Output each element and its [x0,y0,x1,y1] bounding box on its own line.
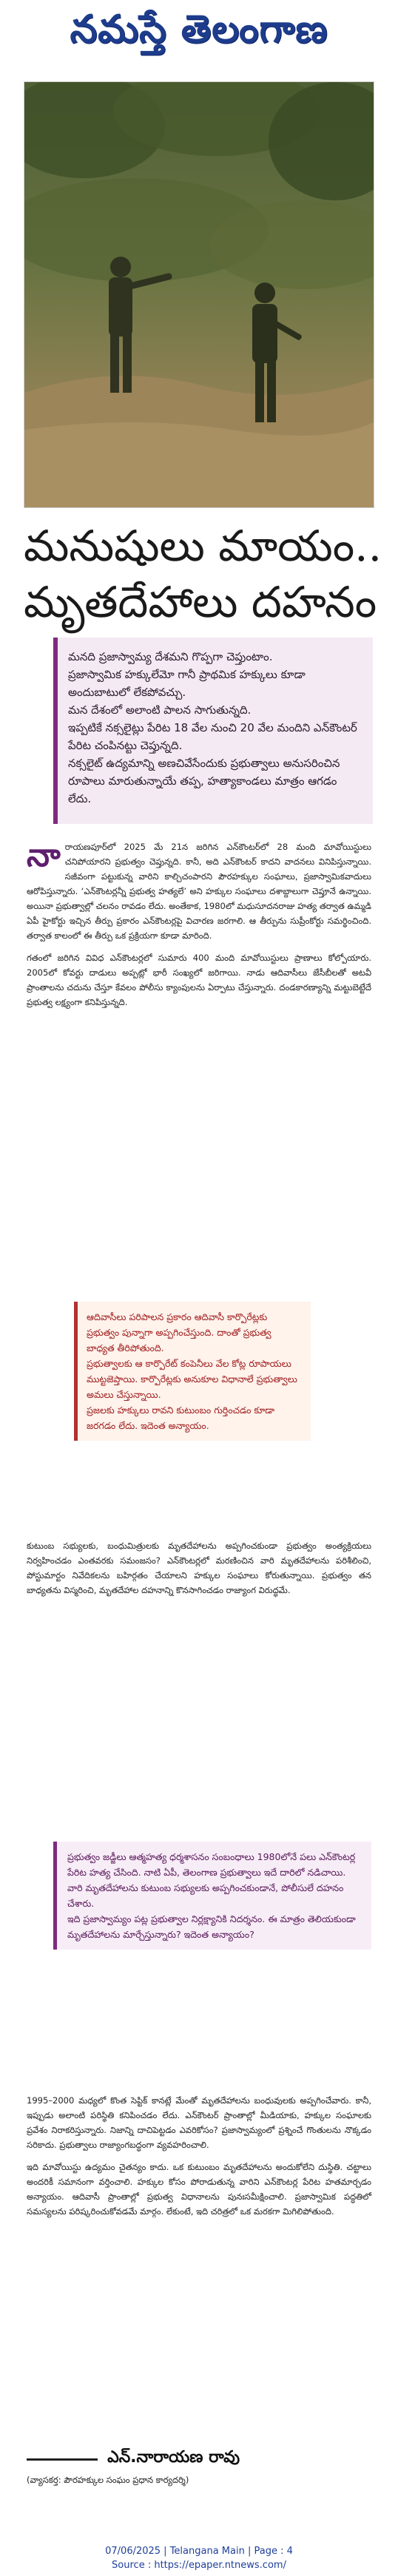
article-body-section-3 [27,2093,371,2226]
pull-quote-line: ఇది ప్రజాస్వామ్యం పట్ల ప్రభుత్వాల నిర్లక్ష్యానికి నిదర్శనం. ఈ మాత్రం తెలియకుండా మృతదేహాలను మార్చేస్తున్నారు? ఇదెంత అన్యాయం? [67,1913,356,1940]
headline-line-2: మృతదేహాలు దహనం [24,577,377,627]
body-paragraph: కుటుంబ సభ్యులకు, బంధుమిత్రులకు మృతదేహాలను అప్పగించకుండా ప్రభుత్వం అంత్యక్రియలు నిర్వహించడం ఎంతవరకు సమంజసం? ఎన్‌కౌంటర్లలో మరణించిన వారి మృతదేహాలను పరిశీలించి, పోస్టుమార్టం నివేదికలను బహిర్గతం చేయాలని హక్కుల సంఘాలు కోరుతున్నాయి. ప్రభుత్వం తన బాధ్యతను విస్మరించి, మృతదేహాల దహనాన్ని కొనసాగించడం రాజ్యాంగ విరుద్ధమే. [27,1541,371,1595]
pull-quote-1 [74,1302,311,1441]
article-photo [24,81,374,508]
headline-line-1: మనుషులు మాయం.. [24,521,382,571]
author-name: ఎన్.నారాయణ రావు [107,2448,240,2467]
deck-line: మనది ప్రజాస్వామ్య దేశమని గొప్పగా చెప్తుంటాం. [68,650,273,663]
deck-line: ప్రజాస్వామిక హక్కులేమో గానీ ప్రాథమిక హక్కులు కూడా అందుబాటులో లేకపోవచ్చు. [68,668,306,699]
masthead [0,0,398,68]
deck-summary [53,638,373,824]
author-role: (వ్యాసకర్త: పౌరహక్కుల సంఘం ప్రధాన కార్యదర్శి) [27,2475,189,2485]
deck-line: ఇప్పటికే నక్సలైట్లు పేరిట 18 వేల నుంచి 20 వేల మందిని ఎన్‌కౌంటర్ పేరిట చంపినట్టు చెప్తున్నది. [68,721,357,752]
article-body-section-1 [27,836,371,1017]
article-body-section-2 [27,1538,371,1605]
author-signature [27,2448,371,2487]
pull-quote-line: ప్రభుత్వం జడ్జీలు ఆత్మహత్య ధర్మశాసనం సంబంధాలు 1980లోనే పలు ఎన్‌కౌంటర్ల పేరిట హత్య చేసింది. నాటి ఏపీ, తెలంగాణ ప్రభుత్వాలు ఇదే దారిలో నడిచాయి. వారి మృతదేహాలను కుటుంబ సభ్యులకు అప్పగించకుండానే, పోలీసులే దహనం చేశారు. [67,1851,356,1909]
pull-quote-2 [53,1842,371,1950]
pull-quote-line: ఆదివాసీలు పరిపాలన ప్రకారం ఆదివాసీ కార్పొరేట్లకు ప్రభుత్వం పున్నాగా అప్పగించేస్తుంది. దాంతో ప్రభుత్వ బాధ్యత తీరిపోతుంది. [87,1311,271,1353]
footer-date-line: 07/06/2025 | Telangana Main | Page : 4 [105,2546,293,2557]
headline [24,518,382,630]
body-paragraph: నా రాయణపూర్‌లో 2025 మే 21న జరిగిన ఎన్‌కౌంటర్‌లో 28 మంది మావోయిస్టులు చనిపోయారని ప్రభుత్వం చెప్తున్నది. కానీ, అది ఎన్‌కౌంటర్ కాదని వాదనలు వినిపిస్తున్నాయి. సజీవంగా పట్టుకున్న వారిని కాల్చిచంపారని పౌరహక్కుల సంఘాలు, ప్రజాస్వామికవాదులు ఆరోపిస్తున్నారు. ‘ఎన్‌కౌంటర్లన్నీ ప్రభుత్వ హత్యలే’ అని హక్కుల సంఘాలు దశాబ్దాలుగా చెప్తూనే ఉన్నాయి. అయినా ప్రభుత్వాల్లో చలనం రావడం లేదు. అంతేకాక, 1980లో మధుసూదనరాజు హత్య తర్వాత ఉమ్మడి ఏపీ హైకోర్టు ఇచ్చిన తీర్పు ప్రకారం ఎన్‌కౌంటర్లపై విచారణ జరగాలి. ఆ తీర్పును సుప్రీంకోర్టు సమర్థించింది. తర్వాత కాలంలో ఈ తీర్పు ఒక ప్రక్రియగా కూడా మారింది. [27,836,371,941]
newspaper-name: నమస్తే తెలంగాణ [70,7,328,52]
footer-source-link[interactable]: Source : https://epaper.ntnews.com/ [112,2560,286,2571]
body-paragraph: 1995–2000 మధ్యలో కొంత సెప్టిక్ కానట్లే మేంతో మృతదేహాలను బంధువులకు అప్పగించేవారు. కానీ, ఇప్పుడు అలాంటి పరిస్థితి కనిపించడం లేదు. ఎన్‌కౌంటర్ ప్రాంతాల్లో మీడియాకు, హక్కుల సంఘాలకు ప్రవేశం నిరాకరిస్తున్నారు. నిజాన్ని దాచిపెట్టడం ఎవరికోసం? ప్రజాస్వామ్యంలో ప్రశ్నించే గొంతులను నొక్కడం సరికాదు. ప్రభుత్వాలు రాజ్యాంగబద్ధంగా వ్యవహరించాలి. [27,2095,371,2150]
deck-line: మన దేశంలో అలాంటి పాలన సాగుతున్నది. [68,703,252,717]
forest-soldiers-illustration [24,82,374,507]
pull-quote-line: ప్రభుత్వాలకు ఆ కార్పొరేట్ కంపెనీలు వేల కోట్ల రూపాయలు ముట్టజెప్తాయి. కార్పొరేట్లకు అనుకూల విధానాలే ప్రభుత్వాలు అమలు చేస్తున్నాయి. [87,1358,297,1400]
page-footer [0,2544,398,2572]
body-paragraph: గతంలో జరిగిన వివిధ ఎన్‌కౌంటర్లలో సుమారు 400 మంది మావోయిస్టులు ప్రాణాలు కోల్పోయారు. 2005లో కోవర్టు దాడులు అప్పట్లో భారీ సంఖ్యలో జరిగాయి. నాడు ఆదివాసీలు జేసీబీలతో అటవీ ప్రాంతాలను చదును చేస్తూ కేవలం పోలీసు క్యాంపులను ఏర్పాటు చేస్తున్నారు. దండకారణ్యాన్ని మట్టుబెట్టేదే ప్రభుత్వ లక్ష్యంగా కనిపిస్తున్నది. [27,953,371,1007]
deck-line: నక్సలైట్ ఉద్యమాన్ని అణచివేసేందుకు ప్రభుత్వాలు అనుసరించిన రూపాలు మారుతున్నాయే తప్ప, హత్యాకాండలు మాత్రం ఆగడం లేదు. [68,757,340,805]
signature-rule [27,2458,98,2461]
drop-cap: నా [27,836,61,874]
body-paragraph: ఇది మావోయిస్టు ఉద్యమం చైతన్యం కాదు. ఒక కుటుంబం మృతదేహాలను అందుకోలేని దుస్థితి. చట్టాలు అందరికీ సమానంగా వర్తించాలి. హక్కుల కోసం పోరాడుతున్న వారిని ఎన్‌కౌంటర్ల పేరిట హతమార్చడం అన్యాయం. ఆదివాసీ ప్రాంతాల్లో ప్రభుత్వ విధానాలను పునఃసమీక్షించాలి. ప్రజాస్వామిక పద్ధతిలో సమస్యలను పరిష్కరించుకోవడమే మార్గం. లేకుంటే, ఇది చరిత్రలో ఒక మరకగా మిగిలిపోతుంది. [27,2162,371,2217]
pull-quote-line: ప్రజలకు హక్కులు రావని కుటుంబం గుర్తించడం కూడా జరగడం లేదు. ఇదెంత అన్యాయం. [87,1404,275,1431]
